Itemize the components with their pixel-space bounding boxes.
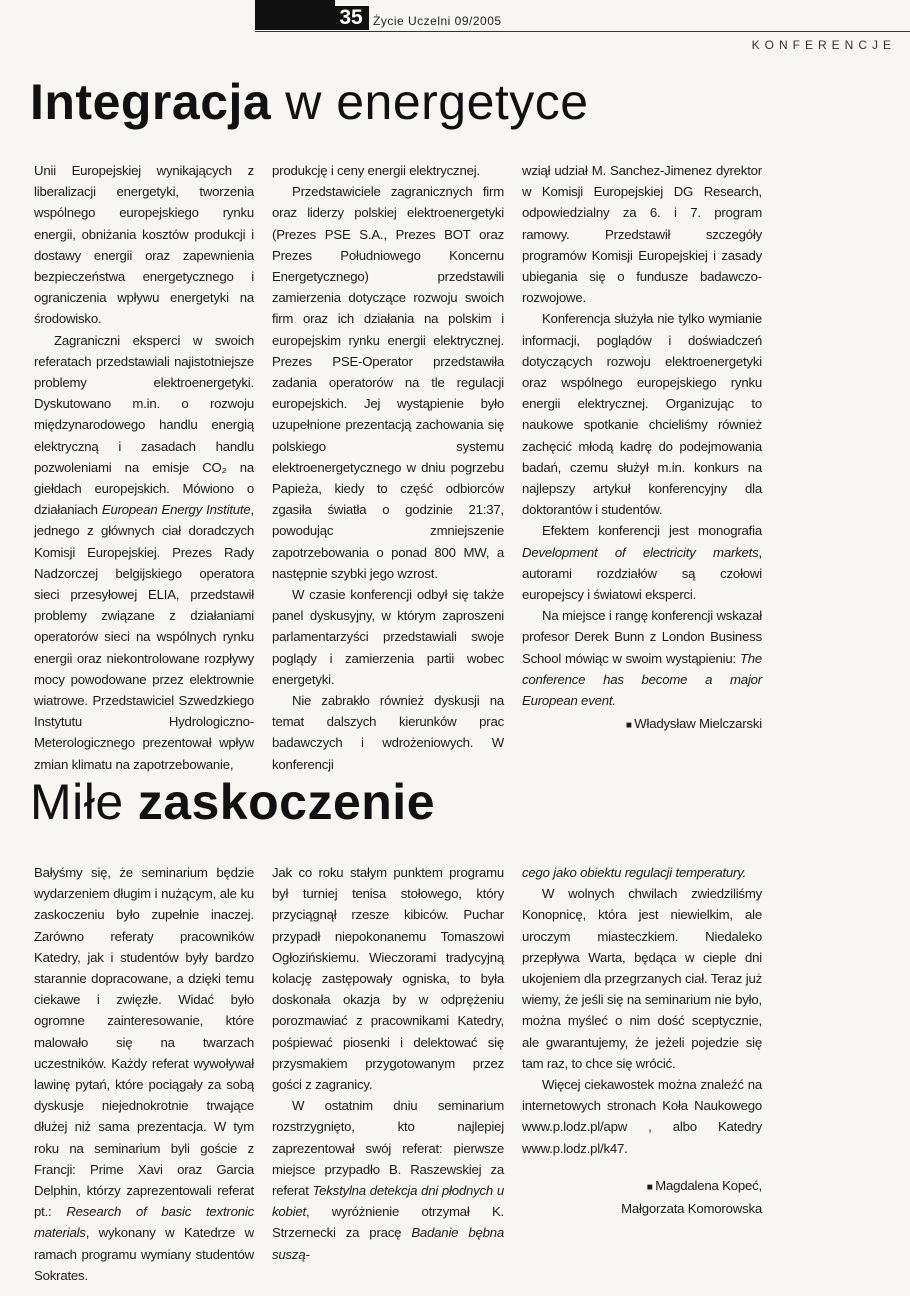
article1-col1-italic: European Energy Institute — [101, 502, 251, 518]
article1-col3-p3-text: Efektem konferencji jest monografia — [542, 523, 762, 539]
article1-column-3 — [522, 160, 762, 736]
section-label: KONFERENCJE — [751, 38, 896, 52]
article2-col2-p2-italic1: Tekstylna detekcja dni płodnych u kobiet — [272, 1183, 504, 1220]
article1-col3-p3 — [522, 520, 762, 605]
article2-author-1: ■ Magdalena Kopeć, — [522, 1175, 762, 1198]
article1-col1-p2-text: Zagraniczni eksperci w swoich referatach przedstawiali najistotniejsze problemy elektroenergetyki. Dyskutowano m.in. o rozwoju międzynarodowego handlu energią elektryczną i zasadach handlu pozwoleniami na emisje CO₂ na giełdach europejskich. Mówiono o działaniach — [34, 332, 254, 518]
article2-col3-p2: W wolnych chwilach zwiedziliśmy Konopnicę, która jest niewielkim, ale uroczym miasteczkiem. Niedaleko przepływa Warta, będąca w cieple dni ukojeniem dla przegrzanych ciał. Teraz już wiemy, że jeśli się na seminarium nie było, można myśleć o nim dość sceptycznie, ale gwarantujemy, że jeżeli pojedzie się tam raz, to chce się wrócić. — [522, 886, 762, 1071]
article2-column-3 — [522, 862, 762, 1219]
article1-column-2 — [272, 160, 504, 775]
article2-column-2 — [272, 862, 504, 1265]
article2-col2-p2-italic2: Badanie bębna suszą- — [272, 1225, 504, 1262]
article2-authors — [522, 1175, 762, 1219]
issue-label: Życie Uczelni 09/2005 — [373, 14, 502, 28]
article2-title-light: Miłe — [30, 774, 124, 830]
article1-col1-p1: Unii Europejskiej wynikających z liberalizacji energetyki, tworzenia wspólnego europejskiego rynku energii, obniżania kosztów produkcji i dostawy energii oraz zapewnienia bezpieczeństwa energetycznego i ograniczenia wpływu energetyki na środowisko. — [34, 163, 254, 327]
article2-col2-p2-text: W ostatnim dniu seminarium rozstrzygnięto, kto najlepiej zaprezentował swój referat: pierwsze miejsce przypadło B. Raszewskiej za referat — [272, 1098, 504, 1199]
header-rule — [255, 31, 910, 32]
article2-title — [30, 772, 435, 832]
article1-column-1 — [34, 160, 254, 775]
article1-col3-p4 — [522, 605, 762, 711]
article1-col3-p4-text: Na miejsce i rangę konferencji wskazał profesor Derek Bunn z London Business School mówiąc w swoim wystąpieniu: — [522, 608, 762, 666]
article1-col1-p2-rest: , jednego z głównych ciał doradczych Komisji Europejskiej. Prezes Rady Nadzorczej belgijskiego operatora sieci przesyłowej ELIA, przedstawił problemy związane z działaniami operatorów sieci na wspólnych rynku energii oraz niekontrolowane rozpływy mocy powodowane przez elektrownie wiatrowe. Przedstawiciel Szwedzkiego Instytutu Hydrologiczno-Meterologicznego prezentował wpływ zmian klimatu na zapotrzebowanie, — [34, 502, 254, 772]
article1-title — [30, 72, 589, 132]
article1-title-light: w energetyce — [285, 74, 589, 130]
article1-col2-p1: produkcję i ceny energii elektrycznej. — [272, 163, 480, 178]
article2-col1-italic: Research of basic textronic materials — [34, 1204, 254, 1241]
article2-col1-p1 — [34, 862, 254, 1286]
article1-col3-p2: Konferencja służyła nie tylko wymianie informacji, poglądów i doświadczeń dotyczących rozwoju elektroenergetyki oraz wspólnego europejskiego rynku energii elektrycznej. Organizując to naukowe spotkanie chcieliśmy również zachęcić młodą kadrę do podejmowania badań, czemu służył m.in. konkurs na najlepszy artykuł konferencyjny dla doktorantów i studentów. — [522, 311, 762, 518]
article2-title-bold: zaskoczenie — [137, 774, 436, 830]
article2-col2-p2 — [272, 1095, 504, 1265]
article1-col3-p3-rest: , autorami rozdziałów są czołowi europejscy i światowi eksperci. — [522, 544, 762, 603]
article2-col1-text: Bałyśmy się, że seminarium będzie wydarzeniem długim i nużącym, ale ku zaskoczeniu było zupełnie inaczej. Zarówno referaty pracowników Katedry, jak i studentów były bardzo starannie dopracowane, a dzięki temu ciekawe i zwięzłe. Widać było ogromne zainteresowanie, które malowało się na twarzach uczestników. Każdy referat wywoływał lawinę pytań, które pociągały za sobą dyskusje niejednokrotnie trwające dłużej niż sama prezentacja. W tym roku na seminarium byli goście z Francji: Prime Xavi oraz Garcia Delphin, którzy zaprezentowali referat pt.: — [34, 865, 254, 1220]
article2-author-2: Małgorzata Komorowska — [621, 1201, 762, 1217]
article1-col2-p2: Przedstawiciele zagranicznych firm oraz liderzy polskiej elektroenergetyki (Prezes PSE S.A., Prezes BOT oraz Prezes Południowego Koncernu Energetycznego) przedstawili zamierzenia dotyczące rozwoju swoich firm oraz ich działania na polskim i europejskim rynku energii elektrycznej. Prezes PSE-Operator przedstawiła zadania operatorów na tle regulacji europejskich. Jej wystąpienie było uzupełnione prezentacją zachowania się polskiego systemu elektroenergetycznego w dniu pogrzebu Papieża, kiedy to część odbiorców zgasiła światła o godzinie 21:37, powodując zmniejszenie zapotrzebowania o ponad 800 MW, a następnie szybki jego wzrost. — [272, 184, 504, 581]
article2-col1-rest: , wykonany w Katedrze w ramach programu wymiany studentów Sokrates. — [34, 1225, 254, 1283]
page-number: 35 — [333, 6, 369, 30]
article1-title-bold: Integracja — [30, 74, 272, 130]
article2-col2-p2-mid: , wyróżnienie otrzymał K. Strzernecki za pracę — [272, 1204, 504, 1241]
article1-col3-p3-italic: Development of electricity markets — [522, 544, 759, 560]
article1-col3-p1: wziął udział M. Sanchez-Jimenez dyrektor w Komisji Europejskiej DG Research, odpowiedzialny za 6. i 7. program ramowy. Przedstawił szczegóły programów Komisji Europejskiej i zasady ubiegania się o fundusze badawczo-rozwojowe. — [522, 163, 762, 306]
article2-column-1 — [34, 862, 254, 1286]
article2-col3-p3: Więcej ciekawostek można znaleźć na internetowych stronach Koła Naukowego www.p.lodz.pl/apw , albo Katedry www.p.lodz.pl/k47. — [522, 1077, 762, 1156]
page-number-bar — [255, 0, 335, 30]
article2-col3-p1: cego jako obiektu regulacji temperatury. — [522, 865, 747, 880]
article1-col1-p2 — [34, 330, 254, 775]
article1-author: ■ Władysław Mielczarski — [522, 713, 762, 736]
article1-col2-p3: W czasie konferencji odbył się także panel dyskusyjny, w którym zaproszeni parlamentarzyści przedstawiali swoje poglądy i zamierzenia partii wobec energetyki. — [272, 587, 504, 687]
article1-col2-p4: Nie zabrakło również dyskusji na temat dalszych kierunków prac badawczych i wdrożeniowych. W konferencji — [272, 693, 504, 772]
article1-col3-p4-italic: The conference has become a major European event. — [522, 650, 762, 709]
article2-col2-p1: Jak co roku stałym punktem programu był turniej tenisa stołowego, który przyciągnął rzesze kibiców. Puchar przypadł niepokonanemu Tomaszowi Ogłozińskiemu. Wieczorami tradycyjną kolację zastępowały ogniska, to była doskonała okazja by w odprężeniu porozmawiać z pracownikami Katedry, pośpiewać piosenki i delektować się przysmakiem przygotowanym przez gości z zagranicy. — [272, 865, 504, 1093]
